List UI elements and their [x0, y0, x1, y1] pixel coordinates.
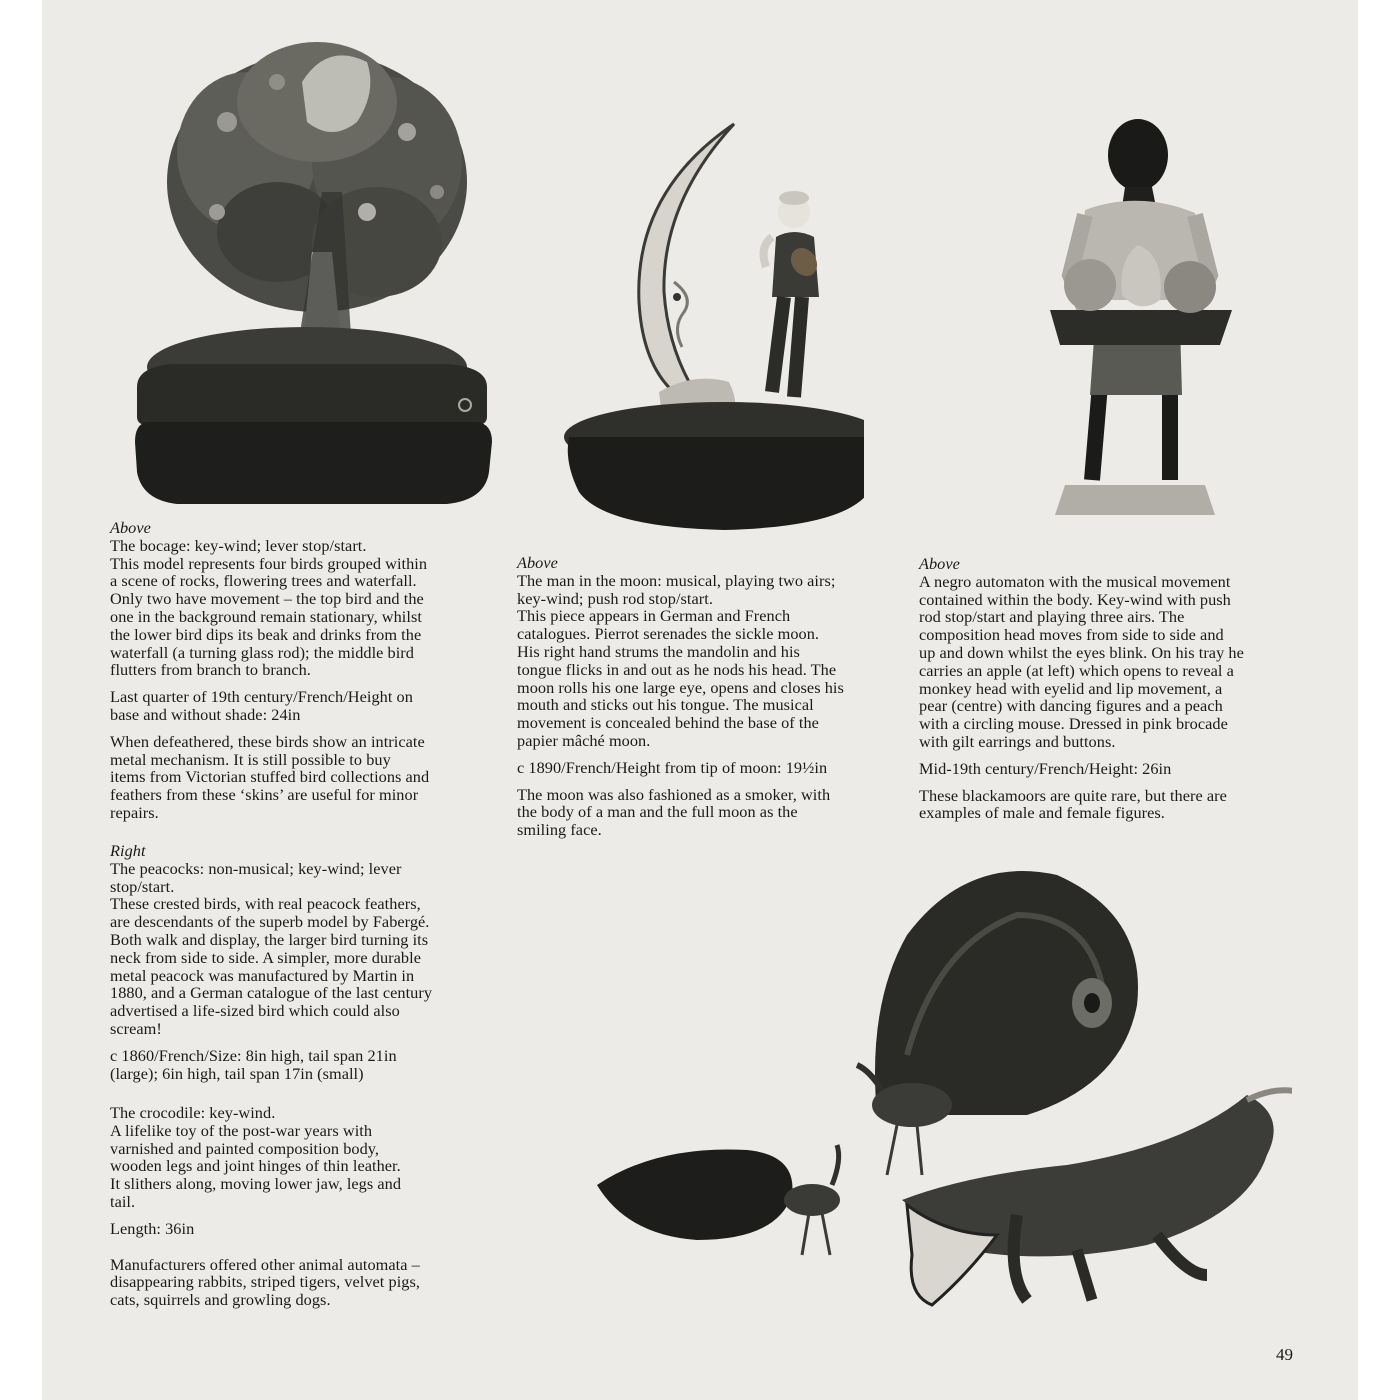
- caption-date: c 1890/French/Height from tip of moon: 19½in: [517, 757, 828, 777]
- caption-note: disappearing rabbits, striped tigers, velvet pigs,: [110, 1272, 420, 1292]
- caption-label: Above: [919, 554, 960, 573]
- caption-moon: [517, 554, 917, 839]
- caption-line: tail.: [110, 1191, 136, 1211]
- caption-line: monkey head with eyelid and lip movement, a: [919, 678, 1223, 698]
- caption-line: tongue flicks in and out as he nods his head. The: [517, 659, 837, 679]
- moon-photo: [544, 112, 864, 532]
- caption-line: This piece appears in German and French: [517, 606, 791, 626]
- caption-line: mouth and sticks out his tongue. The musical: [517, 695, 814, 715]
- caption-line: moon rolls his one large eye, opens and closes his: [517, 677, 844, 697]
- caption-date: Length: 36in: [110, 1218, 195, 1238]
- caption-line: are descendants of the superb model by Fabergé.: [110, 912, 430, 932]
- caption-line: contained within the body. Key-wind with push: [919, 589, 1231, 609]
- caption-line: Only two have movement – the top bird and the: [110, 589, 424, 609]
- crocodile: [902, 1090, 1292, 1305]
- caption-line: neck from side to side. A simpler, more durable: [110, 947, 421, 967]
- caption-line: A negro automaton with the musical movement: [919, 571, 1231, 591]
- small-peacock: [597, 1145, 840, 1255]
- caption-line: The crocodile: key-wind.: [110, 1103, 276, 1122]
- caption-note: These blackamoors are quite rare, but there are: [919, 785, 1227, 805]
- caption-line: movement is concealed behind the base of the: [517, 713, 819, 733]
- pierrot-figure: [764, 191, 823, 425]
- caption-label: Right: [110, 841, 146, 860]
- caption-bocage: [110, 519, 500, 822]
- caption-line: up and down whilst the eyes blink. On his tray he: [919, 642, 1244, 662]
- caption-line: pear (centre) with dancing figures and a peach: [919, 696, 1223, 716]
- caption-crocodile: [110, 1104, 500, 1309]
- caption-line: 1880, and a German catalogue of the last century: [110, 983, 433, 1003]
- blackamoor-base: [1055, 485, 1215, 515]
- caption-note: the body of a man and the full moon as the: [517, 802, 798, 822]
- caption-date: base and without shade: 24in: [110, 704, 301, 724]
- caption-line: the lower bird dips its beak and drinks from the: [110, 624, 422, 644]
- bocage-photo: [127, 22, 497, 512]
- caption-note: repairs.: [110, 802, 159, 822]
- caption-note: feathers from these ‘skins’ are useful for minor: [110, 785, 419, 805]
- caption-note: examples of male and female figures.: [919, 803, 1165, 823]
- caption-date: Mid-19th century/French/Height: 26in: [919, 758, 1172, 778]
- blackamoor-photo: [1000, 95, 1270, 525]
- caption-date: Last quarter of 19th century/French/Height on: [110, 687, 413, 707]
- moon-face-shadow: [674, 282, 687, 347]
- caption-line: papier mâché moon.: [517, 730, 651, 750]
- caption-line: catalogues. Pierrot serenades the sickle moon.: [517, 624, 820, 644]
- caption-line: metal peacock was manufactured by Martin in: [110, 965, 415, 985]
- caption-line: one in the background remain stationary, whilst: [110, 606, 422, 626]
- caption-note: smiling face.: [517, 820, 602, 840]
- caption-line: flutters from branch to branch.: [110, 660, 311, 680]
- caption-line: His right hand strums the mandolin and his: [517, 641, 800, 661]
- caption-date: (large); 6in high, tail span 17in (small): [110, 1063, 364, 1083]
- caption-line: with gilt earrings and buttons.: [919, 731, 1116, 751]
- caption-line: stop/start.: [110, 876, 175, 896]
- caption-note: metal mechanism. It is still possible to buy: [110, 749, 391, 769]
- caption-date: c 1860/French/Size: 8in high, tail span 21in: [110, 1045, 397, 1065]
- caption-line: advertised a life-sized bird which could also: [110, 1001, 400, 1021]
- caption-line: The peacocks: non-musical; key-wind; lever: [110, 858, 402, 878]
- caption-line: a scene of rocks, flowering trees and waterfall.: [110, 571, 417, 591]
- page-number: 49: [1276, 1345, 1293, 1364]
- caption-line: with a circling mouse. Dressed in pink brocade: [919, 714, 1228, 734]
- caption-line: varnished and painted composition body,: [110, 1138, 380, 1158]
- caption-line: A lifelike toy of the post-war years with: [110, 1120, 373, 1140]
- caption-note: cats, squirrels and growling dogs.: [110, 1290, 331, 1310]
- caption-line: This model represents four birds grouped within: [110, 553, 428, 573]
- caption-line: The man in the moon: musical, playing two airs;: [517, 570, 836, 590]
- caption-label: Above: [517, 553, 558, 572]
- caption-line: waterfall (a turning glass rod); the middle bird: [110, 642, 414, 662]
- caption-line: carries an apple (at left) which opens to reveal a: [919, 660, 1234, 680]
- caption-blackamoor: [919, 555, 1319, 822]
- moon-base: [568, 437, 864, 530]
- caption-line: Both walk and display, the larger bird turning its: [110, 929, 429, 949]
- bocage-base-rim: [137, 364, 487, 427]
- caption-peacocks: [110, 842, 500, 1082]
- caption-note: items from Victorian stuffed bird collections and: [110, 767, 430, 787]
- peacocks-crocodile-photo: [547, 855, 1292, 1320]
- moon-eye: [673, 293, 681, 301]
- caption-note: When defeathered, these birds show an intricate: [110, 731, 425, 751]
- caption-line: key-wind; push rod stop/start.: [517, 588, 713, 608]
- book-page: [42, 0, 1358, 1400]
- caption-line: It slithers along, moving lower jaw, legs and: [110, 1174, 402, 1194]
- caption-note: Manufacturers offered other animal automata –: [110, 1254, 420, 1274]
- caption-line: These crested birds, with real peacock feathers,: [110, 894, 421, 914]
- caption-note: The moon was also fashioned as a smoker, with: [517, 784, 831, 804]
- moon-crescent: [639, 124, 734, 412]
- caption-line: wooden legs and joint hinges of thin leather.: [110, 1156, 401, 1176]
- large-peacock: [857, 871, 1138, 1175]
- caption-line: composition head moves from side to side and: [919, 625, 1224, 645]
- bocage-base: [135, 422, 492, 504]
- caption-line: scream!: [110, 1018, 162, 1038]
- caption-label: Above: [110, 518, 151, 537]
- caption-line: rod stop/start and playing three airs. The: [919, 607, 1185, 627]
- caption-line: The bocage: key-wind; lever stop/start.: [110, 535, 367, 555]
